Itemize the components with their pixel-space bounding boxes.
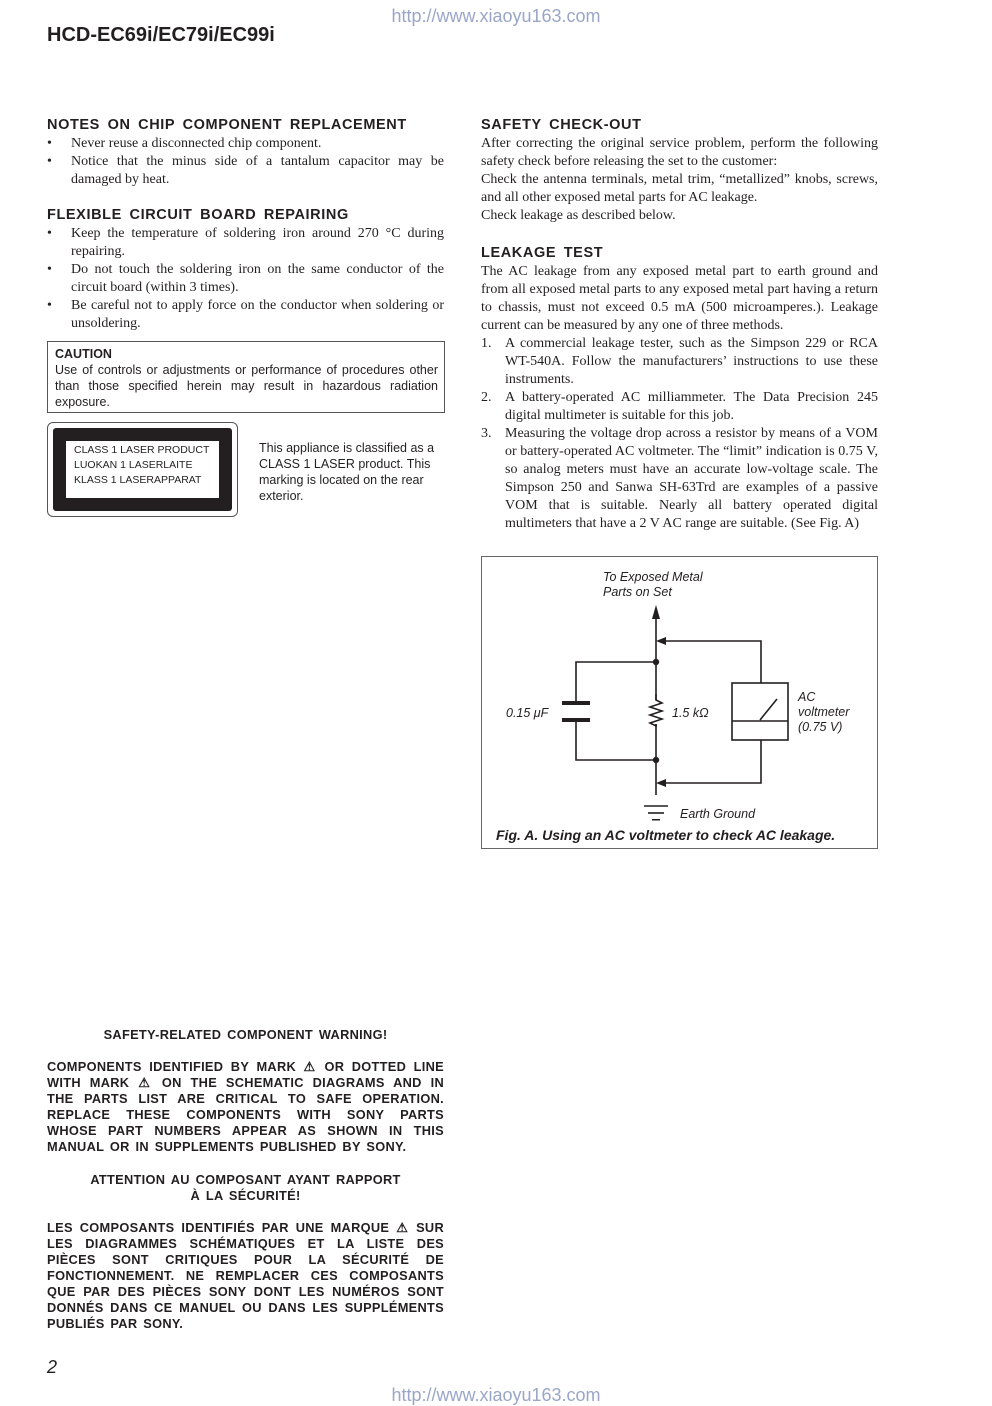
leakage-heading: LEAKAGE TEST — [481, 245, 604, 261]
paragraph: Check leakage as described below. — [481, 208, 676, 223]
resistor-symbol — [650, 694, 662, 726]
wire — [576, 662, 656, 703]
caution-text: Use of controls or adjustments or performance of procedures other than those specified herein may result in hazardous radiation exposure. — [55, 363, 438, 409]
voltmeter-label: AC — [798, 690, 816, 704]
safety-section — [481, 117, 878, 225]
capacitor-plate — [562, 701, 590, 705]
ground-label: Earth Ground — [680, 807, 756, 821]
safety-heading: SAFETY CHECK-OUT — [481, 117, 642, 133]
caution-box — [47, 341, 445, 413]
voltmeter-label: (0.75 V) — [798, 720, 843, 734]
caution-title: CAUTION — [55, 347, 112, 361]
list-item: 3. Measuring the voltage drop across a resistor by means of a VOM or battery-operated AC voltmeter. The “limit” indication is 0.75 V, so analog meters must have an accurate low-voltage scale. The Simpson 250 and Sanwa SH-63Trd are examples of a passive VOM that is suitable. Nearly all battery operated digital multimeters that have a 2 V AC range are suitable. (See Fig. A) — [481, 426, 878, 531]
list-item: • Notice that the minus side of a tantalum capacitor may be damaged by heat. — [47, 154, 444, 187]
flex-section — [47, 207, 444, 333]
top-label: Parts on Set — [603, 585, 672, 599]
warning-text: COMPONENTS IDENTIFIED BY MARK ⚠ OR DOTTED LINE WITH MARK ⚠ ON THE SCHEMATIC DIAGRAMS AND IN THE PARTS LIST ARE CRITICAL TO SAFE OPERATION. REPLACE THESE COMPONENTS WITH SONY PARTS WHOSE PART NUMBERS APPEAR AS SHOWN IN THIS MANUAL OR IN SUPPLEMENTS PUBLISHED BY SONY. — [47, 1059, 444, 1154]
capacitor-plate — [562, 718, 590, 722]
laser-description: This appliance is classified as a CLASS 1 LASER product. This marking is located on the rear exterior. — [259, 441, 435, 503]
figure-caption: Fig. A. Using an AC voltmeter to check AC leakage. — [496, 827, 836, 843]
warning-fr-title-2: À LA SÉCURITÉ! — [190, 1188, 301, 1203]
arrow-left-icon — [656, 779, 666, 787]
resistor-label: 1.5 kΩ — [672, 706, 709, 720]
chip-section — [47, 117, 444, 189]
junction-dot — [653, 757, 659, 763]
model-title: HCD-EC69i/EC79i/EC99i — [47, 24, 275, 46]
laser-label-line: LUOKAN 1 LASERLAITE — [74, 459, 193, 471]
paragraph: After correcting the original service problem, perform the following safety check before releasing the set to the customer: — [481, 136, 878, 169]
chip-heading: NOTES ON CHIP COMPONENT REPLACEMENT — [47, 117, 407, 133]
paragraph: The AC leakage from any exposed metal part to earth ground and from all exposed metal parts to any exposed metal part having a return to chassis, must not exceed 0.5 mA (500 microamperes.). Leakage current can be measured by any one of three methods. — [481, 264, 878, 333]
list-item: 1. A commercial leakage tester, such as the Simpson 229 or RCA WT-540A. Follow the manufacturers’ instructions to use these instruments. — [481, 336, 878, 387]
voltmeter-symbol — [732, 683, 788, 740]
voltmeter-label: voltmeter — [798, 705, 850, 719]
warning-fr-title: ATTENTION AU COMPOSANT AYANT RAPPORT — [90, 1172, 401, 1187]
flex-heading: FLEXIBLE CIRCUIT BOARD REPAIRING — [47, 207, 349, 223]
paragraph: Check the antenna terminals, metal trim, “metallized” knobs, screws, and all other exposed metal parts for AC leakage. — [481, 172, 878, 205]
arrow-left-icon — [656, 637, 666, 645]
list-item: • Keep the temperature of soldering iron around 270 °C during repairing. — [47, 226, 444, 259]
header-url: http://www.xiaoyu163.com — [391, 6, 601, 26]
wire — [660, 641, 761, 683]
leakage-circuit-diagram — [482, 557, 879, 850]
wire — [576, 720, 656, 760]
list-item: • Never reuse a disconnected chip component. — [47, 136, 322, 151]
warning-fr-text: LES COMPOSANTS IDENTIFIÉS PAR UNE MARQUE ⚠ SUR LES DIAGRAMMES SCHÉMATIQUES ET LA LISTE DES PIÈCES SONT CRITIQUES POUR LA SÉCURITÉ DE FONCTIONNEMENT. NE REMPLACER CES COMPOSANTS QUE PAR DES PIÈCES SONY DONT LES NUMÉROS SONT DONNÉS DANS CE MANUEL OU DANS LES SUPPLÉMENTS PUBLIÉS PAR SONY. — [47, 1220, 444, 1331]
ground-symbol — [652, 819, 660, 821]
laser-label-line: KLASS 1 LASERAPPARAT — [74, 474, 202, 486]
capacitor-label: 0.15 μF — [506, 706, 549, 720]
voltmeter-needle — [760, 699, 777, 720]
warning-title: SAFETY-RELATED COMPONENT WARNING! — [103, 1027, 388, 1042]
page-number: 2 — [47, 1357, 58, 1377]
laser-label — [47, 422, 238, 517]
list-item: • Do not touch the soldering iron on the same conductor of the circuit board (within 3 times). — [47, 262, 444, 295]
list-item: • Be careful not to apply force on the conductor when soldering or unsoldering. — [47, 298, 444, 331]
arrow-up-icon — [652, 605, 660, 619]
leakage-section — [481, 245, 878, 533]
laser-label-line: CLASS 1 LASER PRODUCT — [74, 444, 210, 456]
safety-warning — [47, 1027, 444, 1332]
junction-dot — [653, 659, 659, 665]
list-item: 2. A battery-operated AC milliammeter. The Data Precision 245 digital multimeter is suitable for this job. — [481, 390, 878, 423]
footer-url: http://www.xiaoyu163.com — [391, 1385, 601, 1405]
wire — [660, 740, 761, 783]
figure-a — [481, 556, 878, 849]
top-label: To Exposed Metal — [603, 570, 703, 584]
